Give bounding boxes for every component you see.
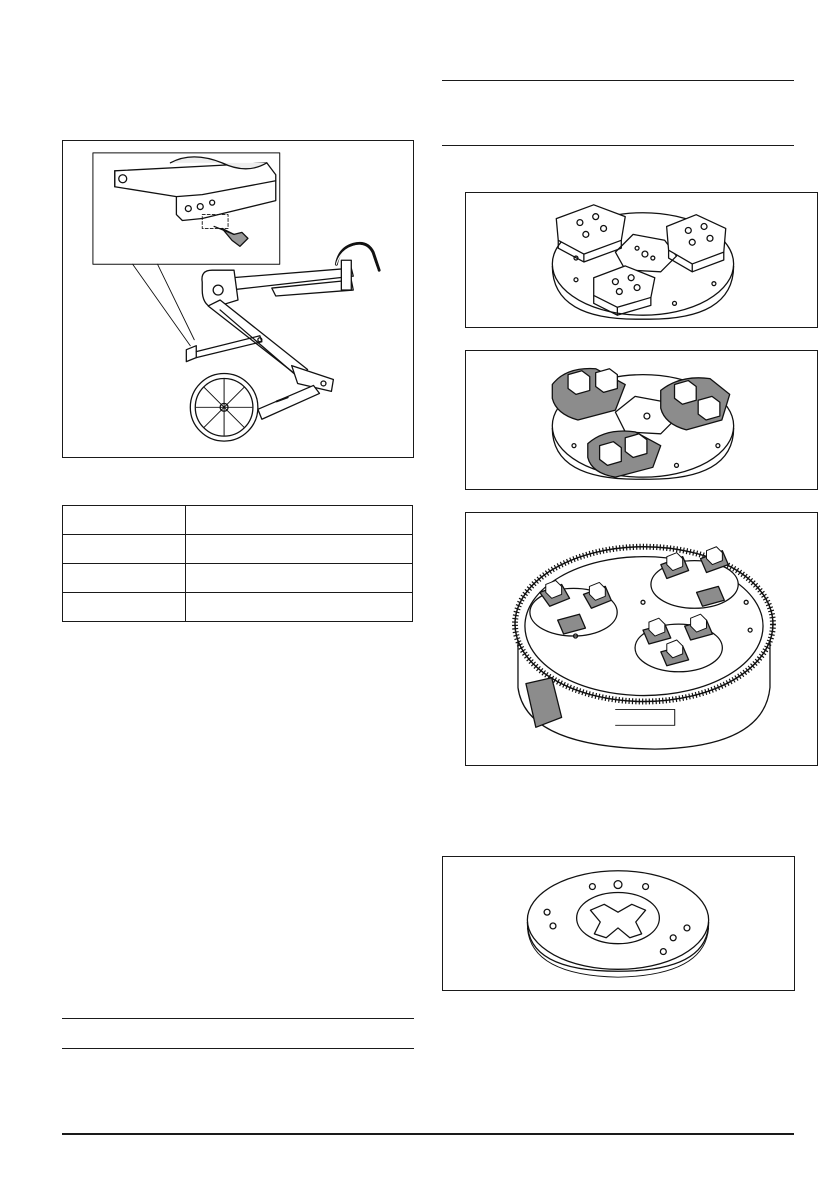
section-rule (442, 80, 794, 81)
figure-planetary-head (465, 512, 818, 766)
figure-tool-holder-plate (442, 856, 795, 991)
table-cell (186, 535, 413, 564)
table-row (63, 535, 413, 564)
table-cell (63, 506, 186, 535)
table-cell (63, 535, 186, 564)
table-cell (186, 593, 413, 622)
spec-table (62, 505, 413, 622)
figure-grinding-disc-3-segments (465, 192, 818, 328)
tool-holder-plate-illustration (443, 857, 794, 990)
table-cell (63, 593, 186, 622)
section-rule (442, 145, 794, 146)
table-row (63, 593, 413, 622)
table-cell (186, 506, 413, 535)
footer-rule (62, 1133, 794, 1135)
section-rule (62, 1048, 414, 1049)
table-cell (63, 564, 186, 593)
section-rule (62, 1018, 414, 1019)
table-row (63, 564, 413, 593)
figure-handle-assembly (62, 140, 414, 458)
planetary-head-illustration (466, 513, 817, 765)
table-row (63, 506, 413, 535)
grinding-disc-double-illustration (466, 351, 817, 489)
figure-grinding-disc-double-segments (465, 350, 818, 490)
handle-assembly-illustration (63, 141, 413, 457)
grinding-disc-illustration (466, 193, 817, 327)
table-cell (186, 564, 413, 593)
